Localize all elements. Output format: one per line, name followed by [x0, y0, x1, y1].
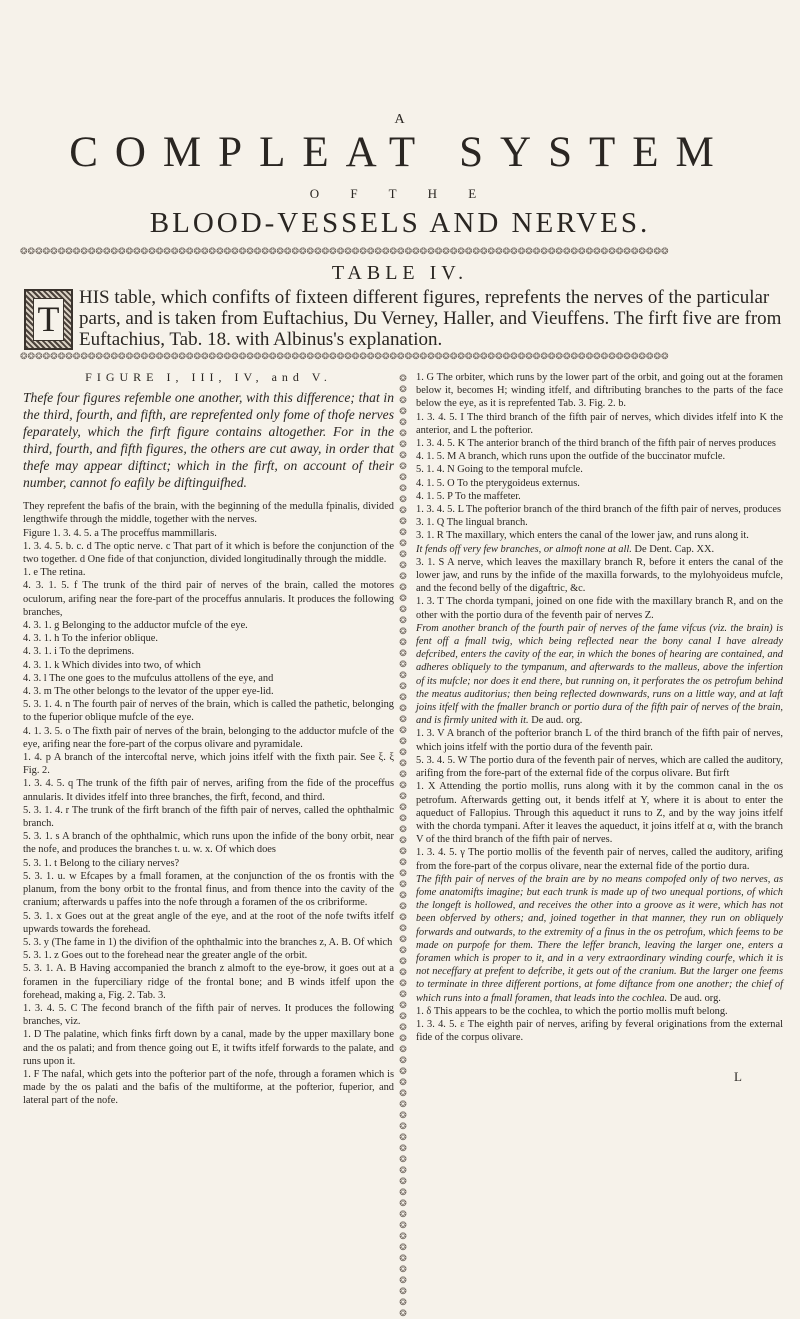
entry-paragraph: 1. D The palatine, which finks firft down by a canal, made by the upper maxillary bone and the os palati; and from thence going out E, it twifts itfelf forwards to the palate, and runs upon it.	[23, 1029, 394, 1067]
entry-paragraph: 3. 1. R The maxillary, which enters the canal of the lower jaw, and runs along it.	[416, 530, 749, 542]
entry-paragraph: 1. 3. 4. 5. b. c. d The optic nerve. c That part of it which is before the conjunction of the two together. d One fide of that conjunction, divided longitudinally through the middle.	[23, 540, 394, 566]
italic-quote-1: It fends off very few branches, or almoft none at all. De Dent. Cap. XX.	[416, 543, 715, 555]
reference-3: De aud. org.	[669, 992, 721, 1004]
entry-paragraph: 5. 3. 1. s A branch of the ophthalmic, which runs upon the infide of the bony orbit, near the nofe, and produces the branches t. u. w. x. Of which does	[23, 831, 394, 856]
entry-paragraph: 4. 1. 5. P To the maffeter.	[416, 490, 521, 502]
figure-heading: FIGURE I, III, IV, and V.	[85, 370, 332, 384]
entry-paragraph: 4. 3. 1. k Which divides into two, of which	[23, 659, 201, 671]
entry-paragraph: They reprefent the bafis of the brain, with the beginning of the medulla fpinalis, divided lengthwife through the middle, together with the nerves.	[23, 501, 394, 526]
entry-paragraph: 4. 1. 5. M A branch, which runs upon the outfide of the buccinator mufcle.	[416, 451, 726, 463]
entry-paragraph: 1. 3. 4. 5. K The anterior branch of the third branch of the fifth pair of nerves produces	[416, 438, 776, 450]
column-divider-ornament: ❂❂❂❂❂❂❂❂❂❂❂❂❂❂❂❂❂❂❂❂❂❂❂❂❂❂❂❂❂❂❂❂❂❂❂❂❂❂❂❂❂❂❂❂❂❂❂❂❂❂❂❂❂❂❂❂❂❂❂❂❂❂❂❂❂❂❂❂❂❂❂❂❂❂❂❂❂❂❂❂❂❂❂❂❂❂	[399, 373, 407, 1318]
catchword: L	[734, 1069, 742, 1084]
entry-paragraph: 5. 3. 1. t Belong to the ciliary nerves?	[23, 857, 180, 869]
intro-text: HIS table, which confifts of fixteen different figures, reprefents the nerves of the particular parts, and is taken from Euftachius, Du Verney, Haller, and Vieuffens. The firft five are from Euftachius, Tab. 18. with Albinus's explanation.	[79, 287, 782, 350]
entry-paragraph: 5. 3. 1. 4. r The trunk of the firft branch of the fifth pair of nerves, called the ophthalmic branch.	[23, 804, 394, 830]
entry-paragraph: 4. 1. 3. 5. o The fixth pair of nerves of the brain, belonging to the adductor mufcle of the eye, arifing near the fore-part of the corpus olivare and pyramidale.	[23, 725, 394, 750]
entry-paragraph: 5. 3. 1. A. B Having accompanied the branch z almoft to the eye-brow, it goes out at a foramen in the fuperciliary ridge of the frontal bone; and B winds itfelf upon the forehead, making a, Fig. 2. Tab. 3.	[23, 963, 394, 1001]
ornament-border-top: ❂❂❂❂❂❂❂❂❂❂❂❂❂❂❂❂❂❂❂❂❂❂❂❂❂❂❂❂❂❂❂❂❂❂❂❂❂❂❂❂❂❂❂❂❂❂❂❂❂❂❂❂❂❂❂❂❂❂❂❂❂❂❂❂❂❂❂❂❂❂❂❂❂❂❂❂❂❂❂❂❂❂❂❂❂❂	[20, 246, 669, 256]
entry-paragraph: 1. 3. 4. 5. q The trunk of the fifth pair of nerves, arifing from the fide of the proceffus annularis. It divides itfelf into three branches, the firft, fecond, and third.	[23, 778, 394, 803]
entry-paragraph: 4. 3. 1. h To the inferior oblique.	[23, 633, 159, 645]
title-article: A	[394, 112, 406, 127]
entry-paragraph: 1. 3. 4. 5. C The fecond branch of the fifth pair of nerves. It produces the following branches, viz.	[23, 1002, 394, 1028]
entry-paragraph: 5. 3. 1. 4. n The fourth pair of nerves of the brain, which is called the pathetic, belonging to the fuperior oblique mufcle of the eye.	[23, 699, 394, 724]
ornament-border-middle: ❂❂❂❂❂❂❂❂❂❂❂❂❂❂❂❂❂❂❂❂❂❂❂❂❂❂❂❂❂❂❂❂❂❂❂❂❂❂❂❂❂❂❂❂❂❂❂❂❂❂❂❂❂❂❂❂❂❂❂❂❂❂❂❂❂❂❂❂❂❂❂❂❂❂❂❂❂❂❂❂❂❂❂❂❂❂	[20, 351, 669, 361]
entry-paragraph: 1. e The retina.	[23, 567, 86, 579]
right-paragraph-list-1	[416, 371, 783, 543]
entry-paragraph: 1. δ This appears to be the cochlea, to which the portio mollis muft belong.	[416, 1005, 728, 1017]
reference-1: De Dent. Cap. XX.	[634, 543, 715, 555]
entry-paragraph: 1. 3. 4. 5. I The third branch of the fifth pair of nerves, which divides itfelf into K the anterior, and L the pofterior.	[416, 411, 783, 436]
entry-paragraph: 4. 3. 1. g Belonging to the adductor mufcle of the eye.	[23, 620, 248, 632]
italic-quote-2: From another branch of the fourth pair of nerves of the fame vifcus (viz. the brain) is fent off a fmall twig, which being reflected near the bony canal I have already defcribed, enters the cavity of the ear, in which the bones of hearing are contained, and adheres obliquely to the tympanum, and afterwards to the malleus, above the infertion of its mufcle; nor does it end there, but running on, it perforates the os petrofum behind the meatus auditorius; then being reflected downwards, runs on a little way, and at laft joins itfelf with the fmaller branch or portio dura of the fifth pair of nerves of the brain, and is firmly united with it. De aud. org.	[416, 622, 783, 727]
entry-paragraph: 4. 3. 1. 5. f The trunk of the third pair of nerves of the brain, called the motores oculorum, arifing near the fore-part of the proceffus annularis. It produces the following branches,	[23, 580, 394, 618]
drop-cap-icon	[24, 289, 73, 350]
figure-lead-paragraph: Thefe four figures refemble one another, with this difference; that in the third, fourth, and fifth, are reprefented only fome of thofe nerves feparately, which the firft figure contains altogether. For in the third, fourth, and fifth figures, the others are cut away, in order that thefe may appear diftinct; which in the firft, on account of their number, cannot fo eafily be diftinguifhed.	[23, 390, 394, 491]
entry-paragraph: 1. 3. 4. 5. γ The portio mollis of the feventh pair of nerves, called the auditory, arifing from the fore-part of the corpus olivare, near the external fide of the portio dura.	[416, 847, 783, 872]
entry-paragraph: 1. F The nafal, which gets into the pofterior part of the nofe, through a foramen which is made by the os palati and the bafis of the multiforme, at the pofterior, fuperior, and lateral part of the nofe.	[23, 1068, 394, 1107]
entry-paragraph: 3. 1. Q The lingual branch.	[416, 517, 528, 529]
entry-paragraph: 4. 1. 5. O To the pterygoideus externus.	[416, 477, 580, 489]
entry-paragraph: Figure 1. 3. 4. 5. a The proceffus mammillaris.	[23, 527, 217, 539]
entry-paragraph: 1. X Attending the portio mollis, runs along with it by the common canal in the os petrofum. Afterwards getting out, it bends itfelf at Y, where it is about to enter the aqueduct of Fallopius. Through this aqueduct it runs to Z, and by the way joins itfelf with the chorda tympani. After it leaves the aqueduct, it joins itfelf at α, with the branch V of the third branch of the fifth pair of nerves.	[416, 781, 783, 846]
entry-paragraph: 1. 3. T The chorda tympani, joined on one fide with the maxillary branch R, and on the other with the portio dura of the feventh pair of nerves Z.	[416, 596, 783, 621]
title-main: COMPLEAT SYSTEM	[69, 129, 731, 176]
left-paragraph-list	[23, 500, 394, 1107]
italic-quote-3: The fifth pair of nerves of the brain are by no means compofed only of two nerves, as fome anatomifts imagine; but each trunk is made up of two unequal portions, of which the longeft is hollowed, and receives the other into a groove as it were, which has not been obferved by others; and, joined together in that manner, they run on obliquely forwards and outwards, to the extremity of a finus in the os petrofum, which feems to be made on purpofe for them. There the leffer branch, leaving the larger one, enters a foramen which is proper to it, and in a very extraordinary winding courfe, which it is not neceffary at prefent to defcribe, it gets out of the cranium. But the larger one feems to terminate in three different portions, at fome diftance from one another; the chief of which runs into a fmall foramen, that leads into the cochlea. De aud. org.	[416, 873, 783, 1004]
entry-paragraph: 4. 3. 1. i To the deprimens.	[23, 646, 135, 658]
intro-paragraph	[24, 287, 784, 350]
left-column	[23, 371, 394, 1108]
entry-paragraph: 5. 3. 4. 5. W The portio dura of the feventh pair of nerves, which are called the auditory, arifing from the fore-part of the external fide of the corpus olivare. But firft	[416, 754, 783, 780]
reference-2: De aud. org.	[531, 715, 583, 727]
drop-cap-letter: T	[33, 298, 64, 341]
right-paragraph-list-4	[416, 1005, 783, 1045]
right-paragraph-list-3	[416, 727, 783, 872]
entry-paragraph: 5. 3. 1. x Goes out at the great angle of the eye, and at the root of the nofe twifts itfelf upwards towards the forehead.	[23, 910, 394, 935]
title-of-the: O F T H E	[309, 186, 491, 201]
right-paragraph-list-2	[416, 556, 783, 622]
entry-paragraph: 1. 3. V A branch of the pofterior branch L of the third branch of the fifth pair of nerves, which joins itfelf with the portio dura of the feventh pair.	[416, 728, 783, 753]
entry-paragraph: 1. 4. p A branch of the intercoftal nerve, which joins itfelf with the fixth pair. See ξ. ξ Fig. 2.	[23, 752, 394, 777]
entry-paragraph: 1. 3. 4. 5. ε The eighth pair of nerves, arifing by feveral originations from the external fide of the corpus olivare.	[416, 1018, 783, 1044]
entry-paragraph: 4. 3. l The one goes to the mufculus attollens of the eye, and	[23, 672, 274, 684]
entry-paragraph: 1. 3. 4. 5. L The pofterior branch of the third branch of the fifth pair of nerves, produces	[416, 504, 781, 516]
title-subtitle: BLOOD-VESSELS AND NERVES.	[149, 207, 651, 239]
entry-paragraph: 5. 3. 1. u. w Efcapes by a fmall foramen, at the conjunction of the os frontis with the planum, from the bony orbit to the frontal finus, and from thence into the cavity of the cranium; afterwards u paffes into the nofe through a foramen of the os cribriforme.	[23, 870, 394, 909]
entry-paragraph: 3. 1. S A nerve, which leaves the maxillary branch R, before it enters the canal of the lower jaw, and runs by the infide of the maxilla forwards, to the mylohyoideus mufcle, and the fecond belly of the digaftric, &c.	[416, 556, 783, 595]
entry-paragraph: 5. 3. y (The fame in 1) the divifion of the ophthalmic into the branches z, A. B. Of which	[23, 936, 393, 948]
entry-paragraph: 5. 1. 4. N Going to the temporal mufcle.	[416, 464, 583, 476]
right-column	[416, 371, 783, 1044]
entry-paragraph: 4. 3. m The other belongs to the levator of the upper eye-lid.	[23, 686, 274, 698]
entry-paragraph: 1. G The orbiter, which runs by the lower part of the orbit, and going out at the foramen below it, becomes H; winding itfelf, and diftributing branches to the parts of the face below the eye, as it is reprefented Tab. 3. Fig. 2. b.	[416, 372, 783, 410]
table-heading: TABLE IV.	[331, 262, 469, 284]
entry-paragraph: 5. 3. 1. z Goes out to the forehead near the greater angle of the orbit.	[23, 950, 308, 962]
